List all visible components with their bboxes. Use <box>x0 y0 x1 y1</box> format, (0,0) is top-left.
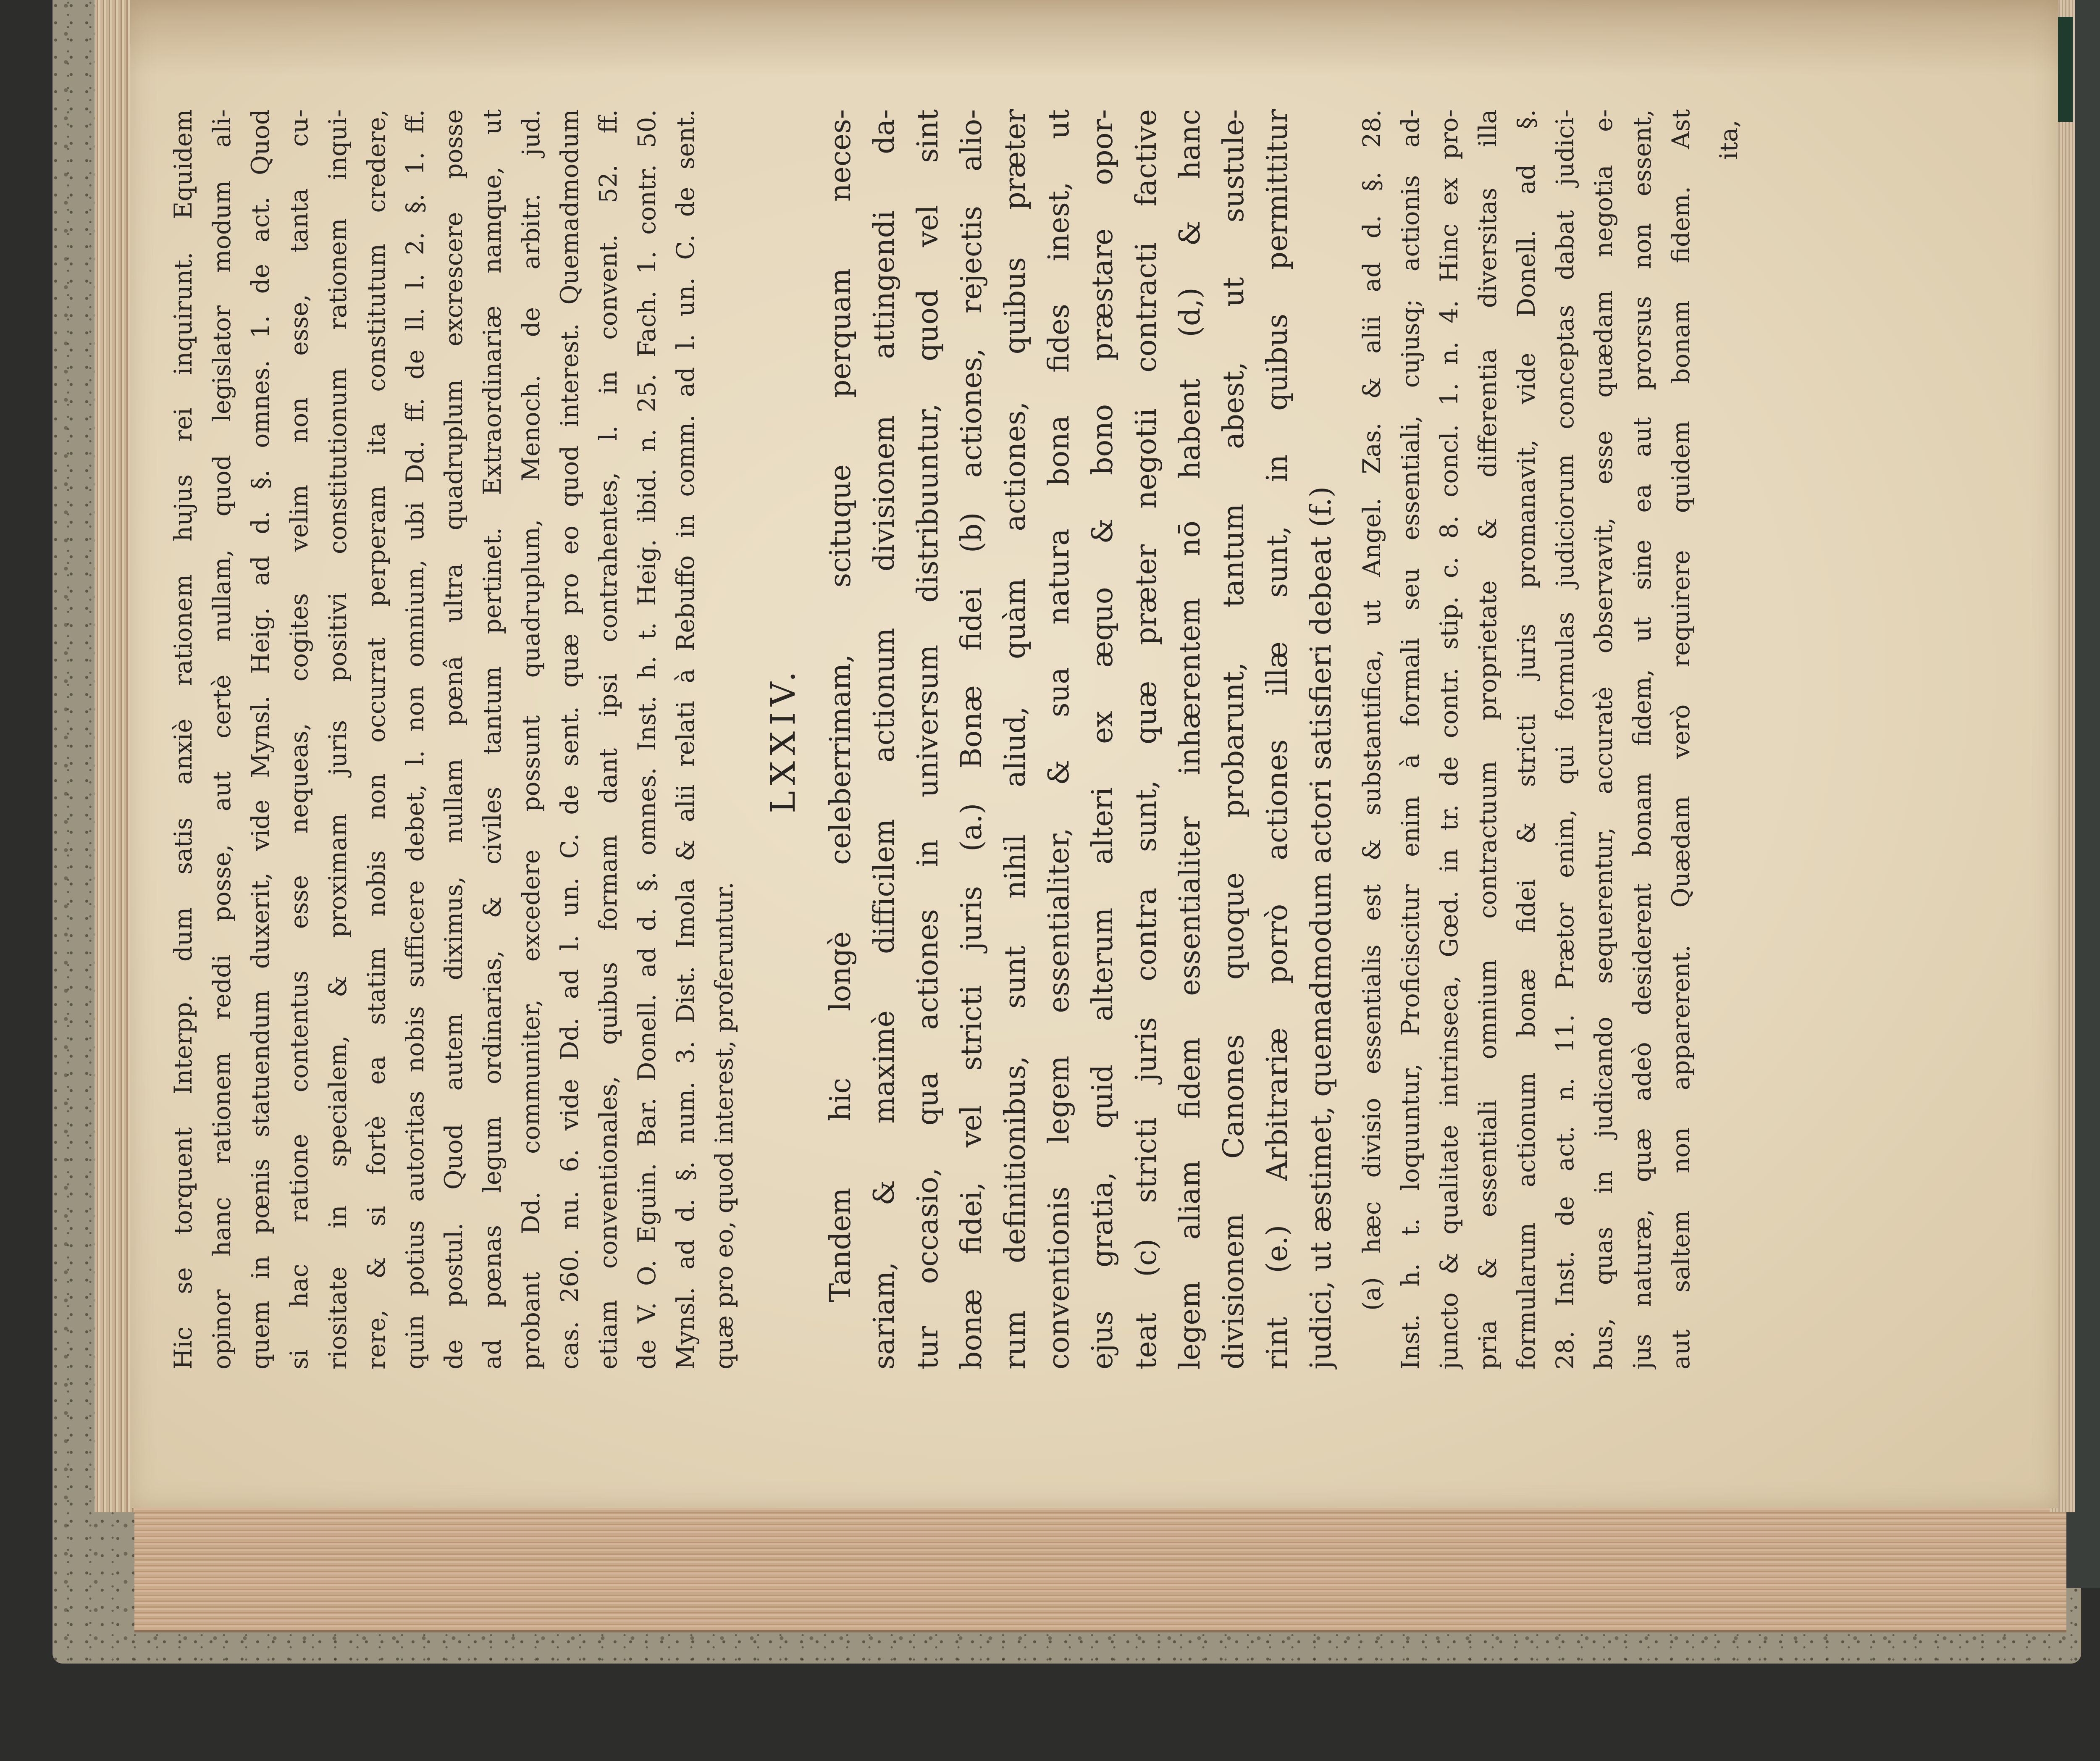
text-line: sariam, & maximè difficilem actionum divisionem attingendi da- <box>868 109 901 1369</box>
section-heading: LXXIV. <box>764 665 803 813</box>
text-line: Mynsl. ad d. §. num. 3. Dist. Imola & alii relati à Rebuffo in comm. ad l. un. C. de sent. <box>671 109 700 1369</box>
gutter-shadow <box>130 0 2058 76</box>
text-line: rere, & si fortè ea statim nobis non occurrat perperam ita constitutum credere, <box>362 109 391 1369</box>
text-line: divisionem Canones quoque probarunt, tantum abest, ut sustule- <box>1217 109 1250 1369</box>
footnote-line: (a) hæc divisio essentialis est & substantifica, ut Angel. Zas. & alii ad d. §. 28. <box>1357 109 1386 1311</box>
footnote-line: formularum actionum bonæ fidei & stricti juris promanavit, vide Donell. ad §. <box>1512 109 1541 1369</box>
footnote-line: Inst. h. t. loquuntur, Proficiscitur enim à formali seu essentiali, cujusq; actionis ad- <box>1396 109 1425 1369</box>
text-line: tur occasio, qua actiones in universum distribuuntur, quod vel sint <box>911 109 945 1369</box>
page-block-edge-left <box>94 0 134 1512</box>
catchword: ita, <box>1714 120 1743 160</box>
footnote-line: 28. Inst. de act. n. 11. Prætor enim, qui formulas judiciorum conceptas dabat judici- <box>1551 109 1579 1369</box>
text-line: legem aliam fidem essentialiter inhærentem nō habent (d,) & hanc <box>1173 109 1207 1369</box>
text-line: probant Dd. communiter, excedere possunt quadruplum, Menoch. de arbitr. jud. <box>517 109 545 1369</box>
text-line: quæ pro eo, quod interest, proferuntur. <box>710 882 738 1369</box>
footnote-line: juncto & qualitate intrinseca, Gœd. in tr. de contr. stip. c. 8. concl. 1. n. 4. Hinc ex pro- <box>1435 109 1463 1369</box>
text-line: Hic se torquent Interpp. dum satis anxiè rationem hujus rei inquirunt. Equidem <box>169 109 197 1369</box>
page-block-edge <box>134 1504 2066 1632</box>
text-line: quin potius autoritas nobis sufficere debet, l. non omnium, ubi Dd. ff. de ll. l. 2. §. 1. ff. <box>401 109 429 1369</box>
footnote-line: jus naturæ, quæ adeò desiderent bonam fidem, ut sine ea aut prorsus non essent, <box>1628 109 1656 1369</box>
footnote-line: pria & essentiali omnium contractuum proprietate & differentia diversitas illa <box>1473 109 1502 1369</box>
text-line: teat (c) stricti juris contra sunt, quæ præter negotii contracti factive <box>1130 109 1163 1369</box>
bookmark-ribbon-right <box>2056 17 2073 122</box>
text-line: si hac ratione contentus esse nequeas, cogites velim non esse, tanta cu- <box>285 109 313 1369</box>
footnote-line: aut saltem non apparerent. Quædam verò requirere quidem bonam fidem. Ast <box>1667 109 1695 1369</box>
text-line: de postul. Quod autem diximus, nullam pœnâ ultra quadruplum excrescere posse <box>439 109 468 1369</box>
footnote-line: bus, quas in judicando sequerentur, accuratè observavit, esse quædam negotia e- <box>1589 109 1618 1369</box>
text-line: rint (e.) Arbitrariæ porrò actiones illæ sunt, in quibus permittitur <box>1261 109 1294 1369</box>
text-line: cas. 260. nu. 6. vide Dd. ad l. un. C. de sent. quæ pro eo quod interest. Quemadmodum <box>555 109 584 1369</box>
text-line: ad pœnas legum ordinarias, & civiles tantum pertinet. Extraordinariæ namque, ut <box>478 109 507 1369</box>
text-line: bonæ fidei, vel stricti juris (a.) Bonæ fidei (b) actiones, rejectis alio- <box>955 109 988 1369</box>
text-line: opinor hanc rationem reddi posse, aut certè nullam, quod legislator modum ali- <box>207 109 236 1369</box>
text-line: ejus gratia, quid alterum alteri ex æquo & bono præstare opor- <box>1086 109 1119 1369</box>
text-line: Tandem hic longè celeberrimam, scituque perquam neces- <box>824 109 857 1302</box>
text-line: quem in pœnis statuendum duxerit, vide Mynsl. Heig. ad d. §. omnes. 1. de act. Quod <box>246 109 275 1369</box>
text-line: rum definitionibus, sunt nihil aliud, quàm actiones, quibus præter <box>999 109 1032 1369</box>
text-line: etiam conventionales, quibus formam dant ipsi contrahentes, l. in convent. 52. ff. <box>594 109 622 1369</box>
text-line: de V. O. Eguin. Bar. Donell. ad d. §. omnes. Inst. h. t. Heig. ibid. n. 25. Fach. 1. contr. 50. <box>633 109 661 1369</box>
text-line: riositate in specialem, & proximam juris positivi constitutionum rationem inqui- <box>323 109 352 1369</box>
page-text <box>164 109 1886 1369</box>
text-line: judici, ut æstimet, quemadmodum actori satisfieri debeat (f.) <box>1305 486 1338 1369</box>
text-line: conventionis legem essentialiter, & sua natura bona fides inest, ut <box>1042 109 1076 1369</box>
